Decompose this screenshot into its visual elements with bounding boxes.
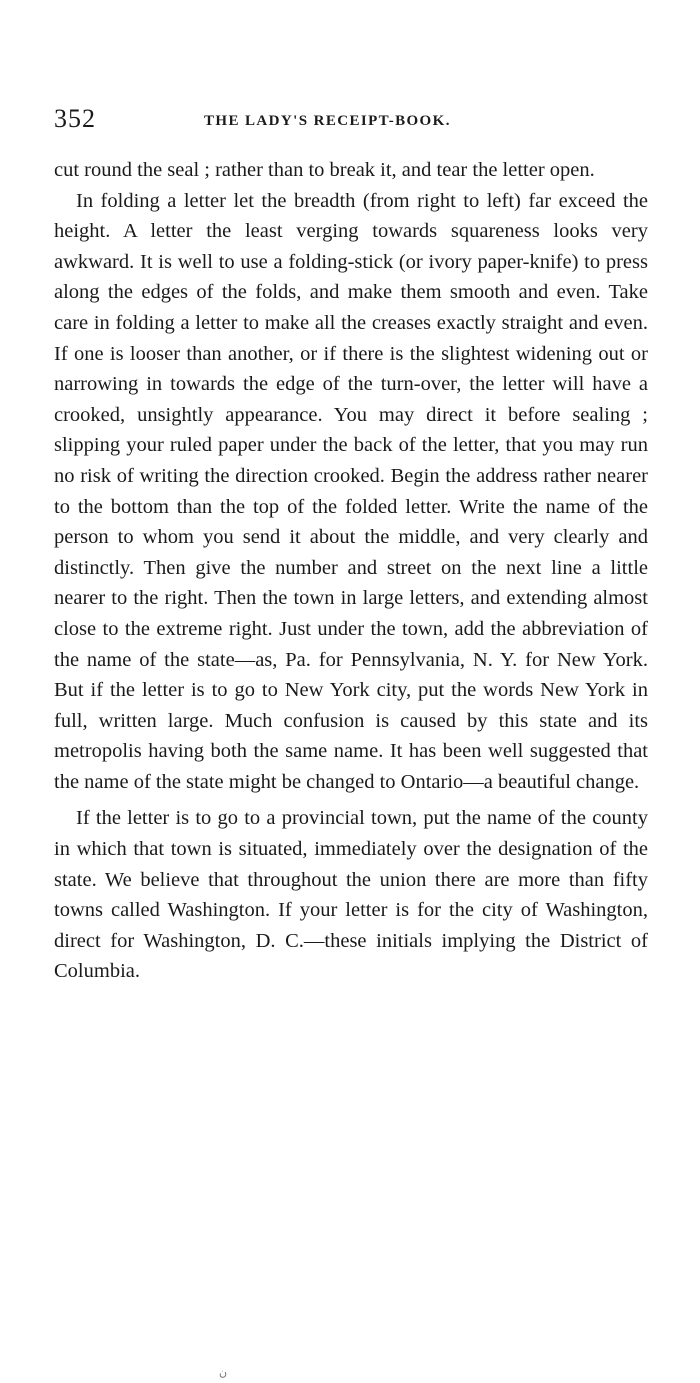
paragraph-continuation: cut round the seal ; rather than to break it, and tear the letter open.	[54, 159, 595, 181]
page-number: 352	[54, 104, 96, 133]
page-header	[54, 104, 650, 136]
running-head: THE LADY'S RECEIPT-BOOK.	[204, 113, 451, 129]
printer-mark: ن	[219, 1367, 228, 1379]
body-text	[54, 155, 648, 987]
paragraph-provincial-town: If the letter is to go to a provincial town, put the name of the county in which that town is situated, immediately over the designation of the state. We believe that throughout the union there are more than fifty towns called Washington. If your letter is for the city of Washington, direct for Washington, D. C.—these initials implying the District of Columbia.	[54, 807, 648, 983]
paragraph-folding: In folding a letter let the breadth (from right to left) far exceed the height. A letter the least verging towards squareness looks very awkward. It is well to use a folding-stick (or ivory paper-knife) to press along the edges of the folds, and make them smooth and even. Take care in folding a letter to make all the creases exactly straight and even. If one is looser than another, or if there is the slightest widening out or narrowing in towards the edge of the turn-over, the letter will have a crooked, unsightly appearance. You may direct it before sealing ; slipping your ruled paper under the back of the letter, that you may run no risk of writing the direction crooked. Begin the address rather nearer to the bottom than the top of the folded letter. Write the name of the person to whom you send it about the middle, and very clearly and distinctly. Then give the number and street on the next line a little nearer to the right. Then the town in large letters, and extending almost close to the extreme right. Just under the town, add the abbreviation of the name of the state—as, Pa. for Pennsylvania, N. Y. for New York. But if the letter is to go to New York city, put the words New York in full, written large. Much confusion is caused by this state and its metropolis having both the same name. It has been well suggested that the name of the state might be changed to Ontario—a beautiful change.	[54, 189, 648, 793]
